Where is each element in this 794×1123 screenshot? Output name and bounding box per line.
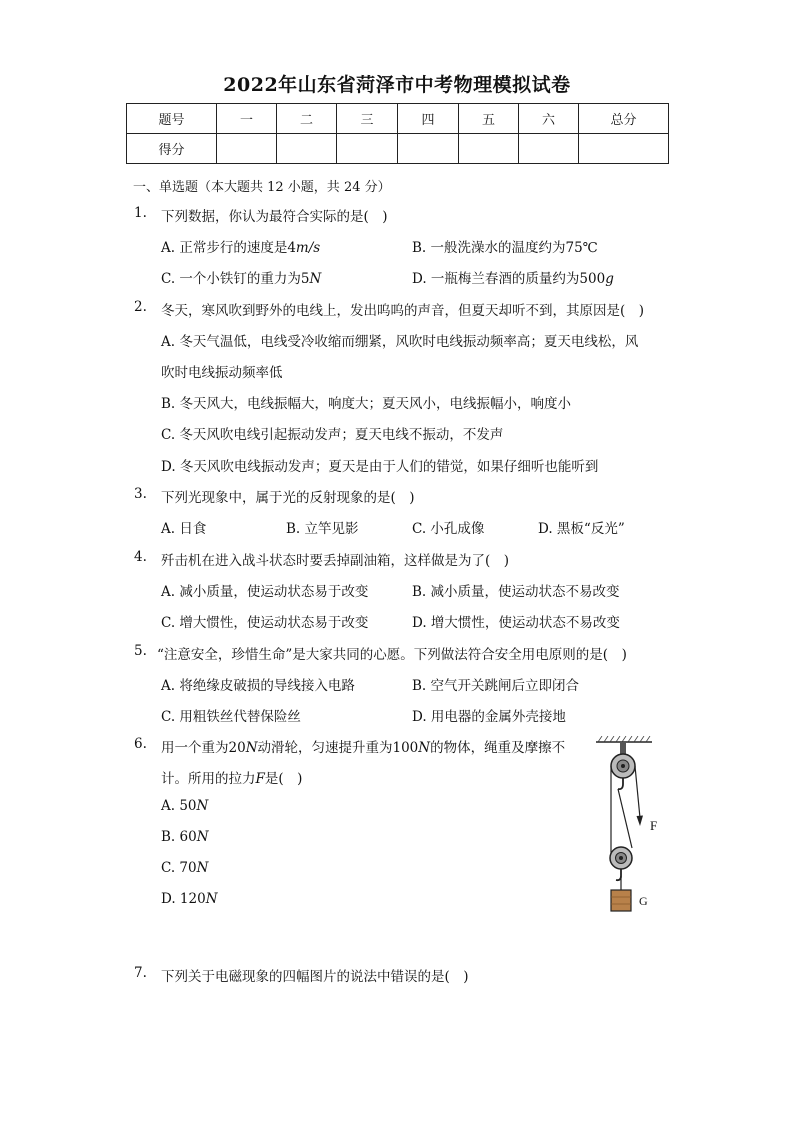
score-cell[interactable] bbox=[519, 134, 579, 164]
arrow-icon bbox=[637, 816, 644, 827]
question-number: 6. bbox=[134, 736, 147, 752]
option-b[interactable]: B. 立竿见影 bbox=[286, 521, 359, 537]
option-d[interactable]: D. 黑板“反光” bbox=[538, 521, 625, 537]
score-table bbox=[126, 103, 669, 164]
question-stem: 歼击机在进入战斗状态时要丢掉副油箱，这样做是为了( ) bbox=[161, 553, 510, 569]
score-header-cell: 六 bbox=[519, 104, 579, 134]
question-number: 2. bbox=[134, 299, 147, 315]
question-stem: 下列关于电磁现象的四幅图片的说法中错误的是( ) bbox=[161, 969, 469, 985]
option-d[interactable]: D. 120N bbox=[161, 891, 218, 907]
question-stem: 用一个重为20N动滑轮，匀速提升重为100N的物体，绳重及摩擦不 bbox=[161, 740, 566, 756]
weight-block bbox=[611, 890, 631, 911]
option-c[interactable]: C. 小孔成像 bbox=[412, 521, 485, 537]
option-a-continued: 吹时电线振动频率低 bbox=[161, 365, 283, 381]
ceiling-hatch bbox=[598, 736, 650, 742]
option-d[interactable]: D. 冬天风吹电线振动发声；夏天是由于人们的错觉，如果仔细听也能听到 bbox=[161, 459, 599, 475]
fixed-pulley-bracket bbox=[620, 742, 626, 754]
question-number: 5. bbox=[134, 643, 147, 659]
question-stem: 下列光现象中，属于光的反射现象的是( ) bbox=[161, 490, 415, 506]
question-stem-continued: 计。所用的拉力F是( ) bbox=[161, 771, 303, 787]
score-table-header bbox=[127, 104, 669, 134]
option-d[interactable]: D. 用电器的金属外壳接地 bbox=[412, 709, 566, 725]
option-b[interactable]: B. 减小质量，使运动状态不易改变 bbox=[412, 584, 620, 600]
option-a[interactable]: A. 正常步行的速度是4m/s bbox=[161, 240, 321, 256]
score-header-cell: 三 bbox=[337, 104, 398, 134]
weight-label: G bbox=[639, 894, 648, 908]
option-a[interactable]: A. 将绝缘皮破损的导线接入电路 bbox=[161, 678, 355, 694]
score-cell[interactable] bbox=[459, 134, 519, 164]
option-d[interactable]: D. 一瓶梅兰春酒的质量约为500g bbox=[412, 271, 614, 287]
option-b[interactable]: B. 冬天风大，电线振幅大，响度大；夏天风小，电线振幅小，响度小 bbox=[161, 396, 572, 412]
score-cell[interactable] bbox=[579, 134, 669, 164]
question-stem: 冬天，寒风吹到野外的电线上，发出呜呜的声音，但夏天却听不到，其原因是( ) bbox=[161, 303, 645, 319]
option-c[interactable]: C. 70N bbox=[161, 860, 209, 876]
option-a[interactable]: A. 日食 bbox=[161, 521, 207, 537]
question-stem: 下列数据，你认为最符合实际的是( ) bbox=[161, 209, 388, 225]
rope-middle bbox=[618, 789, 632, 848]
page-title: 2022年山东省菏泽市中考物理模拟试卷 bbox=[223, 74, 571, 96]
score-row-label: 得分 bbox=[127, 134, 217, 164]
option-a[interactable]: A. 减小质量，使运动状态易于改变 bbox=[161, 584, 369, 600]
hook bbox=[618, 778, 623, 789]
question-stem: “注意安全，珍惜生命”是大家共同的心愿。下列做法符合安全用电原则的是( ) bbox=[157, 647, 627, 663]
force-label: F bbox=[650, 818, 658, 833]
score-header-cell: 四 bbox=[398, 104, 459, 134]
score-header-cell: 题号 bbox=[127, 104, 217, 134]
option-c[interactable]: C. 用粗铁丝代替保险丝 bbox=[161, 709, 301, 725]
option-c[interactable]: C. 增大惯性，使运动状态易于改变 bbox=[161, 615, 369, 631]
score-header-cell: 五 bbox=[459, 104, 519, 134]
question-number: 1. bbox=[134, 205, 147, 221]
section-heading: 一、单选题（本大题共 12 小题，共 24 分） bbox=[133, 180, 391, 195]
score-header-cell: 总分 bbox=[579, 104, 669, 134]
score-header-cell: 二 bbox=[277, 104, 337, 134]
score-cell[interactable] bbox=[217, 134, 277, 164]
option-a[interactable]: A. 冬天气温低，电线受冷收缩而绷紧，风吹时电线振动频率高；夏天电线松，风 bbox=[161, 334, 639, 350]
score-cell[interactable] bbox=[398, 134, 459, 164]
option-a[interactable]: A. 50N bbox=[161, 798, 209, 814]
option-b[interactable]: B. 空气开关跳闸后立即闭合 bbox=[412, 678, 580, 694]
hook bbox=[616, 869, 621, 880]
option-c[interactable]: C. 一个小铁钉的重力为5N bbox=[161, 271, 322, 287]
option-b[interactable]: B. 60N bbox=[161, 829, 209, 845]
rope-pull bbox=[635, 766, 640, 818]
option-c[interactable]: C. 冬天风吹电线引起振动发声；夏天电线不振动，不发声 bbox=[161, 427, 504, 443]
option-b[interactable]: B. 一般洗澡水的温度约为75℃ bbox=[412, 240, 598, 256]
score-cell[interactable] bbox=[277, 134, 337, 164]
score-header-cell: 一 bbox=[217, 104, 277, 134]
pulley-diagram bbox=[592, 736, 672, 918]
question-number: 7. bbox=[134, 965, 147, 981]
question-number: 3. bbox=[134, 486, 147, 502]
option-d[interactable]: D. 增大惯性，使运动状态不易改变 bbox=[412, 615, 620, 631]
score-cell[interactable] bbox=[337, 134, 398, 164]
question-number: 4. bbox=[134, 549, 147, 565]
score-table-row bbox=[127, 134, 669, 164]
